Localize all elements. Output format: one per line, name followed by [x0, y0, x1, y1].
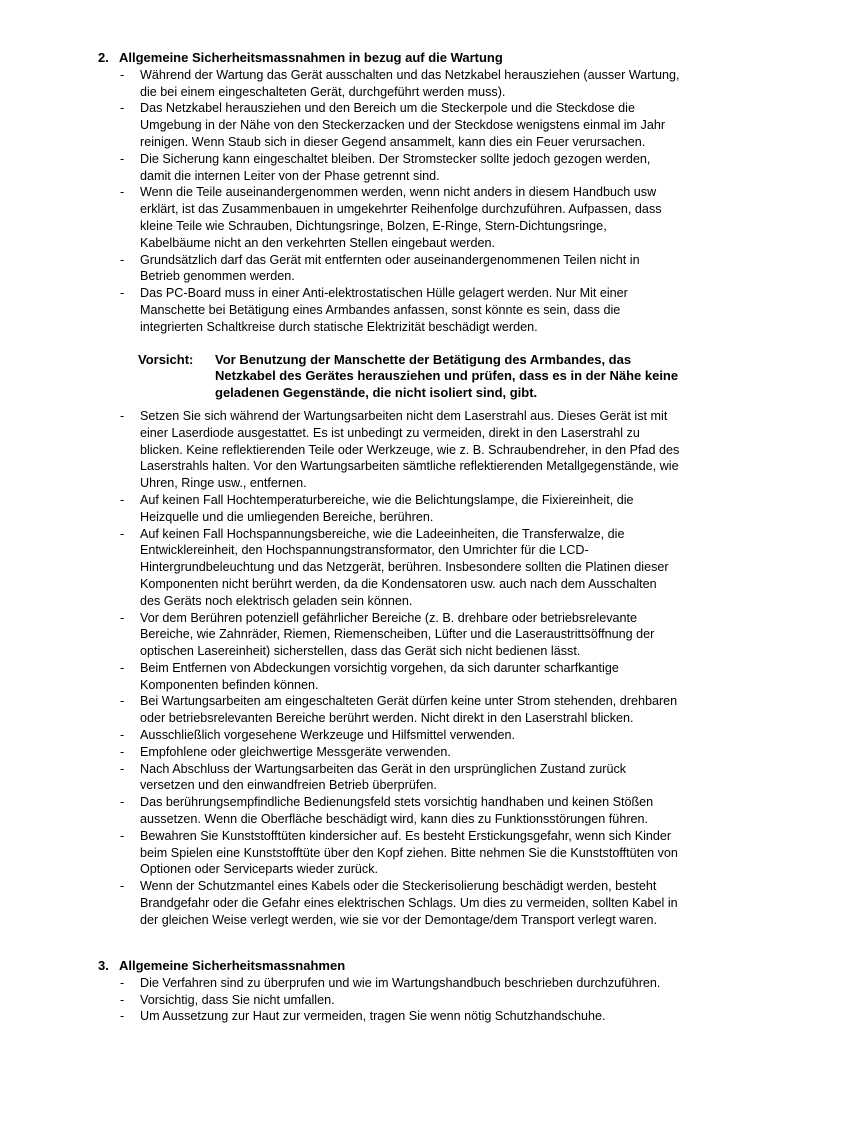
list-item-text: Bewahren Sie Kunststofftüten kindersicher auf. Es besteht Erstickungsgefahr, wenn sich Kinder beim Spielen eine Kunststofftüte über den Kopf ziehen. Bitte nehmen Sie die Kunststofftüten von Optionen oder Serviceparts wieder zurück.: [140, 828, 678, 877]
list-item: [98, 828, 748, 878]
bullet-dash: -: [120, 1009, 125, 1024]
list-item-text: Bei Wartungsarbeiten am eingeschalteten Gerät dürfen keine unter Strom stehenden, drehbaren oder betriebsrelevanten Bereiche berührt werden. Nicht direkt in den Laserstrahl blicken.: [140, 694, 678, 726]
bullet-dash: -: [120, 252, 125, 267]
bullet-dash: -: [120, 828, 125, 843]
list-item: [98, 408, 748, 492]
bullet-dash: -: [120, 67, 125, 82]
bullet-dash: -: [120, 694, 125, 709]
bullet-dash: -: [120, 795, 125, 810]
list-item: [98, 761, 748, 795]
section-3-list: [98, 975, 748, 1025]
bullet-dash: -: [120, 185, 125, 200]
list-item: [98, 252, 748, 286]
list-item-text: Beim Entfernen von Abdeckungen vorsichtig vorgehen, da sich darunter scharfkantige Komponenten befinden können.: [140, 660, 619, 692]
list-item: [98, 975, 748, 992]
list-item: [98, 660, 748, 694]
list-item-text: Die Verfahren sind zu überprufen und wie im Wartungshandbuch beschrieben durchzuführen.: [140, 975, 661, 990]
list-item: [98, 67, 748, 101]
list-item: [98, 992, 748, 1009]
bullet-dash: -: [120, 101, 125, 116]
bullet-dash: -: [120, 151, 125, 166]
bullet-dash: -: [120, 728, 125, 743]
list-item-text: Während der Wartung das Gerät ausschalten und das Netzkabel herausziehen (ausser Wartung, die bei einem eingeschalteten Gerät, durchgeführt werden muss).: [140, 67, 680, 99]
section-2-list-b: [98, 408, 748, 929]
bullet-dash: -: [120, 975, 125, 990]
caution-label: Vorsicht:: [138, 351, 194, 367]
list-item: [98, 526, 748, 610]
bullet-dash: -: [120, 408, 125, 423]
section-2-list-a: [98, 67, 748, 336]
list-item: [98, 727, 748, 744]
list-item: [98, 693, 748, 727]
bullet-dash: -: [120, 526, 125, 541]
list-item-text: Empfohlene oder gleichwertige Messgeräte verwenden.: [140, 744, 451, 759]
list-item: [98, 184, 748, 251]
list-item-text: Wenn der Schutzmantel eines Kabels oder die Steckerisolierung beschädigt werden, besteht Brandgefahr oder die Gefahr eines elektrischen Schlags. Um dies zu vermeiden, sollten Kabel in der gleichen Weise verlegt werden, wie sie vor der Demontage/dem Transport verlegt waren.: [140, 879, 678, 927]
list-item: [98, 151, 748, 185]
list-item: [98, 744, 748, 761]
list-item-text: Um Aussetzung zur Haut zur vermeiden, tragen Sie wenn nötig Schutzhandschuhe.: [140, 1009, 606, 1024]
section-2-number: 2.: [98, 50, 109, 65]
section-3: [98, 958, 748, 1025]
bullet-dash: -: [120, 761, 125, 776]
bullet-dash: -: [120, 879, 125, 894]
bullet-dash: -: [120, 492, 125, 507]
list-item-text: Auf keinen Fall Hochspannungsbereiche, wie die Ladeeinheiten, die Transferwalze, die Entwicklereinheit, den Hochspannungstransformator, den Umrichter für die LCD- Hintergrundbeleuchtung und das Netzgerät, berühren. Insbesondere sollten die Platinen dieser Komponenten nicht berührt werden, da die Kondensatoren usw. auch nach dem Ausschalten des Geräts noch elektrisch geladen sein können.: [140, 526, 669, 608]
list-item-text: Setzen Sie sich während der Wartungsarbeiten nicht dem Laserstrahl aus. Dieses Gerät ist mit einer Laserdiode ausgestattet. Es ist unbedingt zu vermeiden, direkt in den Laserstrahl zu blicken. Keine reflektierenden Teile oder Werkzeuge, wie z. B. Schraubendreher, in den Pfad des Laserstrahls halten. Vor den Wartungsarbeiten sämtliche reflektierenden Metallgegenstände, wie Uhren, Ringe usw., entfernen.: [140, 408, 680, 491]
list-item-text: Auf keinen Fall Hochtemperaturbereiche, wie die Belichtungslampe, die Fixiereinheit, die Heizquelle und die umliegenden Bereiche, berühren.: [140, 492, 634, 524]
section-3-heading: [98, 958, 748, 975]
bullet-dash: -: [120, 992, 125, 1007]
list-item: [98, 100, 748, 150]
caution-note: [98, 352, 748, 402]
list-item-text: Vorsichtig, dass Sie nicht umfallen.: [140, 992, 335, 1007]
list-item-text: Das Netzkabel herausziehen und den Bereich um die Steckerpole und die Steckdose die Umgebung in der Nähe von den Steckerzacken und der Steckdose wenigstens einmal im Jahr reinigen. Wenn Staub sich in dieser Gegend ansammelt, kann dies ein Feuer verursachen.: [140, 101, 666, 149]
bullet-dash: -: [120, 286, 125, 301]
list-item: [98, 610, 748, 660]
section-2-heading: [98, 50, 748, 67]
section-3-title: Allgemeine Sicherheitsmassnahmen: [119, 958, 346, 973]
list-item: [98, 492, 748, 526]
list-item: [98, 1008, 748, 1025]
list-item-text: Wenn die Teile auseinandergenommen werden, wenn nicht anders in diesem Handbuch usw erklärt, ist das Zusammenbauen in umgekehrter Reihenfolge durchzuführen. Aufpassen, dass kleine Teile wie Schrauben, Dichtungsringe, Bolzen, E-Ringe, Stern-Dichtungsringe, Kabelbäume nicht an den verkehrten Stellen eingebaut werden.: [140, 185, 662, 250]
list-item: [98, 794, 748, 828]
list-item-text: Das berührungsempfindliche Bedienungsfeld stets vorsichtig handhaben und keinen Stößen aussetzen. Wenn die Oberfläche beschädigt wird, kann dies zu Funktionsstörungen führen.: [140, 795, 654, 827]
caution-text: Vor Benutzung der Manschette der Betätigung des Armbandes, das Netzkabel des Gerätes herausziehen und prüfen, dass es in der Nähe keine geladenen Gegenstände, die nicht isoliert sind, gibt.: [215, 351, 679, 401]
list-item-text: Grundsätzlich darf das Gerät mit entfernten oder auseinandergenommenen Teilen nicht in Betrieb genommen werden.: [140, 252, 640, 284]
section-3-number: 3.: [98, 958, 109, 973]
list-item-text: Die Sicherung kann eingeschaltet bleiben. Der Stromstecker sollte jedoch gezogen werden, damit die internen Leiter von der Phase getrennt sind.: [140, 151, 651, 183]
bullet-dash: -: [120, 660, 125, 675]
list-item-text: Ausschließlich vorgesehene Werkzeuge und Hilfsmittel verwenden.: [140, 728, 515, 743]
list-item-text: Das PC-Board muss in einer Anti-elektrostatischen Hülle gelagert werden. Nur Mit einer Manschette bei Betätigung eines Armbandes anfassen, sonst könnte es sein, dass die integrierten Schaltkreise durch statische Elektrizität beschädigt werden.: [140, 286, 628, 334]
bullet-dash: -: [120, 610, 125, 625]
section-2-title: Allgemeine Sicherheitsmassnahmen in bezug auf die Wartung: [119, 50, 503, 65]
bullet-dash: -: [120, 744, 125, 759]
list-item: [98, 285, 748, 335]
list-item-text: Nach Abschluss der Wartungsarbeiten das Gerät in den ursprünglichen Zustand zurück versetzen und den einwandfreien Betrieb überprüfen.: [140, 761, 627, 793]
list-item: [98, 878, 748, 928]
section-2: [98, 50, 748, 929]
list-item-text: Vor dem Berühren potenziell gefährlicher Bereiche (z. B. drehbare oder betriebsrelevante Bereiche, wie Zahnräder, Riemen, Riemenscheiben, Lüfter und die Laseraustrittsöffnung der optischen Lasereinheit) sicherstellen, dass das Gerät sich nicht bedienen lässt.: [140, 610, 655, 659]
